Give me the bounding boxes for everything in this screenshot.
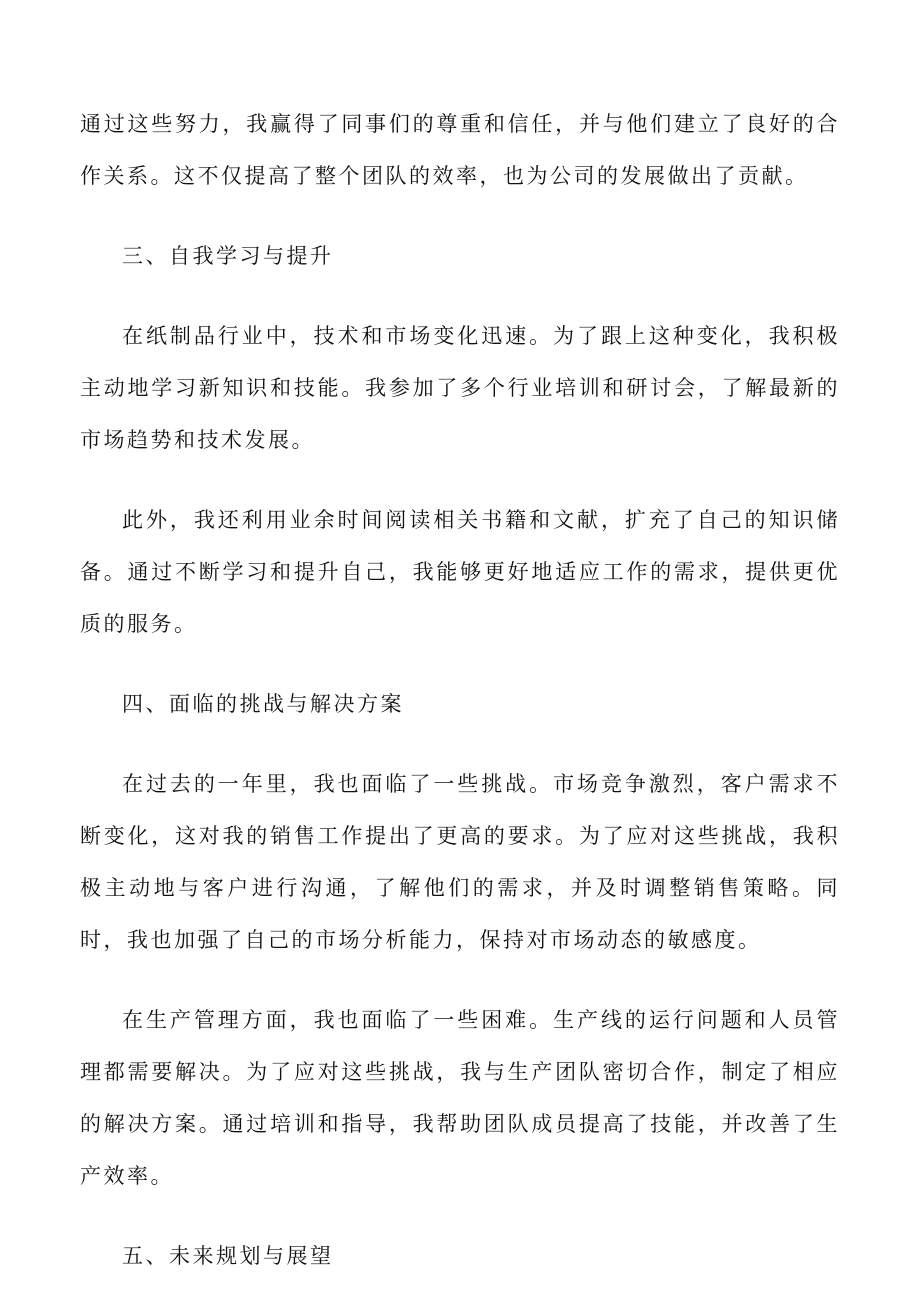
- section-heading-self-learning: 三、自我学习与提升: [122, 244, 334, 268]
- paragraph-teamwork-result: 通过这些努力，我赢得了同事们的尊重和信任，并与他们建立了良好的合作关系。这不仅提高了整个团队的效率，也为公司的发展做出了贡献。: [80, 112, 840, 188]
- paragraph-industry-learning: 在纸制品行业中，技术和市场变化迅速。为了跟上这种变化，我积极主动地学习新知识和技能。我参加了多个行业培训和研讨会，了解最新的市场趋势和技术发展。: [80, 324, 840, 452]
- paragraph-production-challenges: 在生产管理方面，我也面临了一些困难。生产线的运行问题和人员管理都需要解决。为了应对这些挑战，我与生产团队密切合作，制定了相应的解决方案。通过培训和指导，我帮助团队成员提高了技能，并改善了生产效率。: [80, 1008, 840, 1188]
- section-heading-future-plans: 五、未来规划与展望: [122, 1244, 334, 1268]
- paragraph-sales-challenges: 在过去的一年里，我也面临了一些挑战。市场竞争激烈，客户需求不断变化，这对我的销售工作提出了更高的要求。为了应对这些挑战，我积极主动地与客户进行沟通，了解他们的需求，并及时调整销售策略。同时，我也加强了自己的市场分析能力，保持对市场动态的敏感度。: [80, 772, 840, 952]
- document-body: [80, 98, 840, 1310]
- section-heading-challenges: 四、面临的挑战与解决方案: [122, 692, 404, 716]
- paragraph-reading-improvement: 此外，我还利用业余时间阅读相关书籍和文献，扩充了自己的知识储备。通过不断学习和提升自己，我能够更好地适应工作的需求，提供更优质的服务。: [80, 508, 840, 636]
